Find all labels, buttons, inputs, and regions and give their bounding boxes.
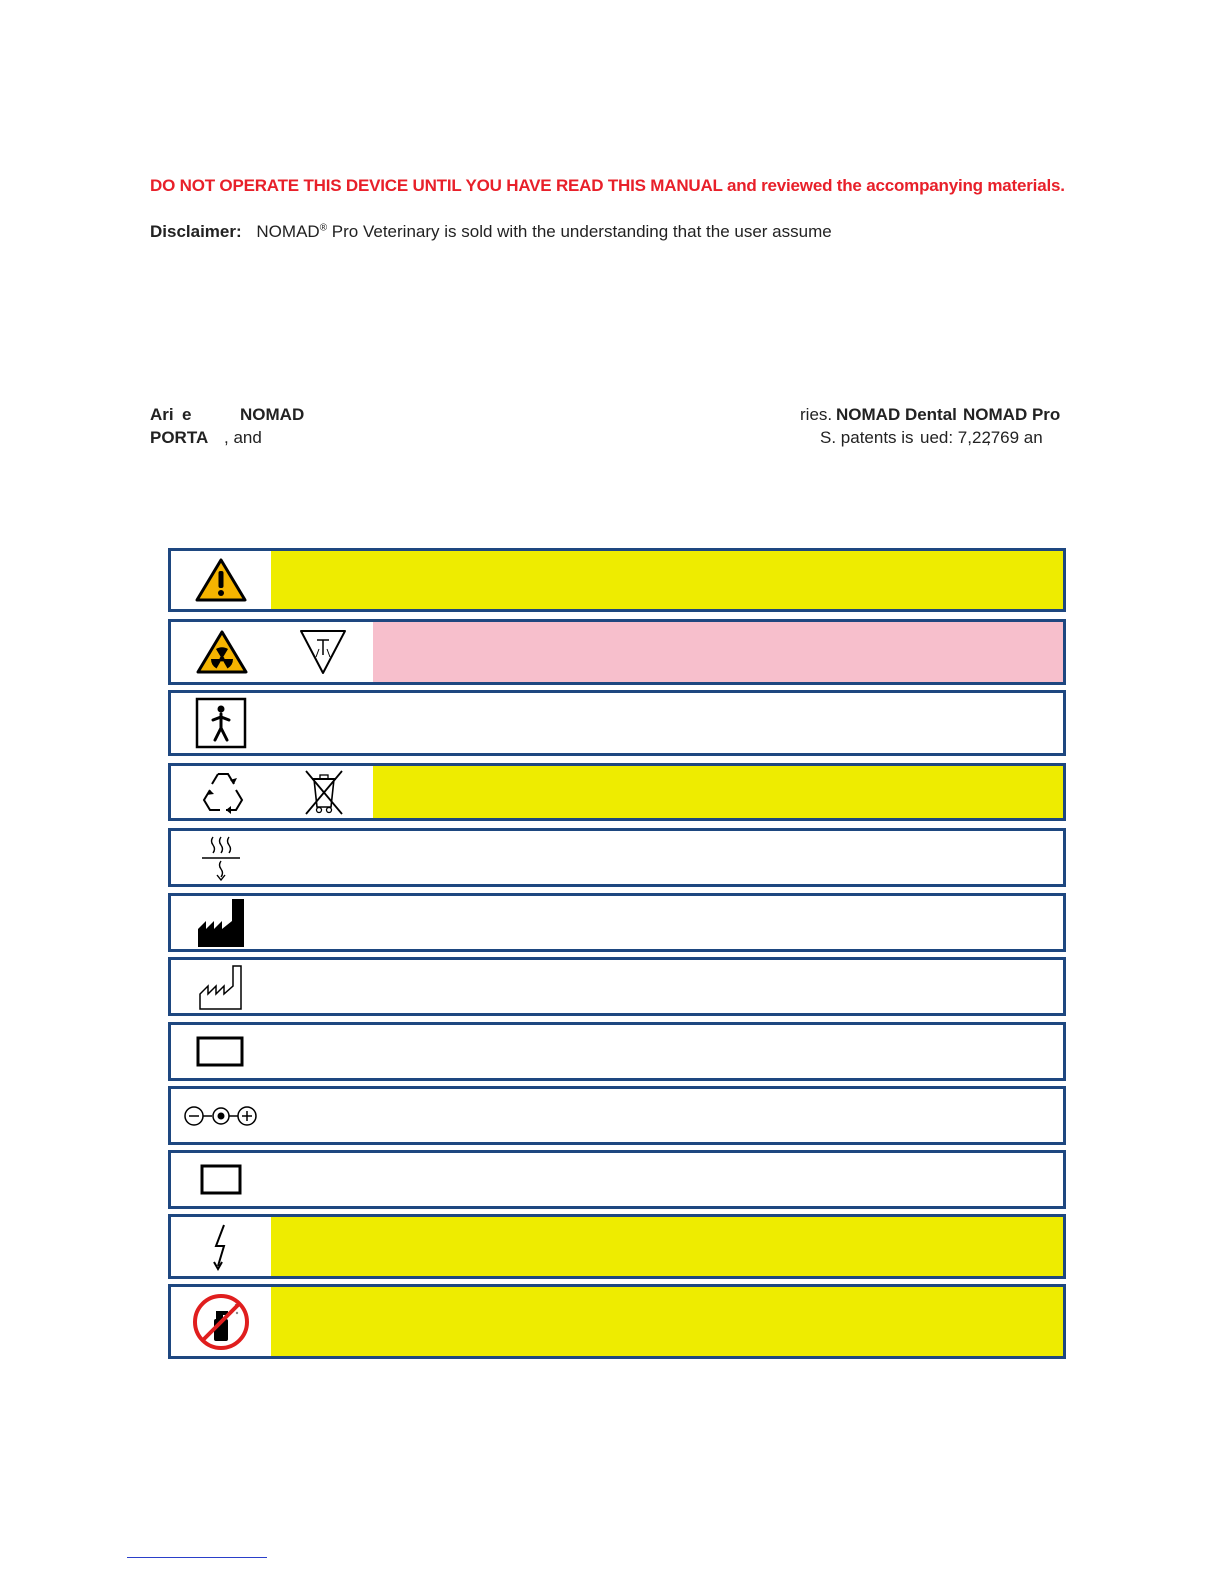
symbol-row-heat bbox=[168, 828, 1066, 887]
symbol-row-applied-part bbox=[168, 690, 1066, 756]
icon-cell bbox=[171, 693, 271, 753]
dc-polarity-icon bbox=[180, 1099, 262, 1133]
symbol-row-reference bbox=[168, 1150, 1066, 1209]
icon-cell bbox=[171, 896, 271, 949]
symbol-description bbox=[271, 693, 1063, 753]
trademark-fragment: NOMAD Pro bbox=[963, 405, 1061, 424]
icon-cell bbox=[171, 1287, 271, 1356]
trademark-fragment: PORTA bbox=[150, 428, 209, 447]
symbol-row-manufacturer bbox=[168, 893, 1066, 952]
symbol-description bbox=[271, 1287, 1063, 1356]
icon-cell bbox=[171, 551, 271, 609]
disclaimer-text: Pro Veterinary is sold with the understanding that the user assume bbox=[331, 222, 832, 241]
symbol-description bbox=[271, 1217, 1063, 1276]
symbol-description bbox=[271, 831, 1063, 884]
sn-box-icon bbox=[195, 1034, 247, 1070]
operation-warning: DO NOT OPERATE THIS DEVICE UNTIL YOU HAVE READ THIS MANUAL and reviewed the accompanying materials. bbox=[150, 176, 1065, 195]
disclaimer-label: Disclaimer: bbox=[150, 222, 242, 241]
disclaimer bbox=[150, 222, 832, 242]
ref-box-icon bbox=[196, 1162, 246, 1198]
trademark-fragment: ,769 an bbox=[986, 428, 1043, 447]
disclaimer-brand: NOMAD bbox=[256, 222, 320, 241]
symbol-row-no-spray bbox=[168, 1284, 1066, 1359]
trademark-fragment: S. patents is bbox=[820, 428, 914, 447]
symbol-description bbox=[373, 622, 1063, 682]
icon-cell bbox=[171, 1153, 271, 1206]
symbol-row-serial bbox=[168, 1022, 1066, 1081]
symbol-row-radiation bbox=[168, 619, 1066, 685]
trademark-fragment: Ari bbox=[150, 405, 174, 424]
x-ray-source-icon bbox=[297, 627, 349, 677]
icon-cell bbox=[171, 1217, 271, 1276]
trademark-fragment: NOMAD Dental bbox=[836, 405, 957, 424]
symbol-row-date-of-manufacture bbox=[168, 957, 1066, 1016]
symbol-description bbox=[271, 551, 1063, 609]
trademark-fragment: ued: 7,22 bbox=[920, 428, 991, 447]
symbol-description bbox=[271, 1089, 1063, 1142]
non-ionizing-radiation-icon bbox=[196, 833, 246, 883]
icon-cell bbox=[171, 1025, 271, 1078]
symbol-row-disposal bbox=[168, 763, 1066, 821]
icon-cell bbox=[171, 766, 373, 818]
trademark-fragment: ries. bbox=[800, 405, 833, 424]
symbol-description bbox=[271, 960, 1063, 1013]
symbol-description bbox=[373, 766, 1063, 818]
footer-link-underline[interactable] bbox=[127, 1557, 267, 1558]
weee-crossed-bin-icon bbox=[301, 767, 347, 817]
icon-cell bbox=[171, 1089, 271, 1142]
no-spray-icon bbox=[190, 1291, 252, 1353]
symbol-description bbox=[271, 1153, 1063, 1206]
radiation-icon bbox=[195, 629, 249, 675]
registered-mark: ® bbox=[319, 222, 328, 234]
recycle-icon bbox=[198, 768, 248, 816]
symbol-row-polarity bbox=[168, 1086, 1066, 1145]
symbol-description bbox=[271, 1025, 1063, 1078]
type-bf-applied-part-icon bbox=[194, 696, 248, 750]
trademark-fragment: , and bbox=[224, 428, 262, 447]
icon-cell bbox=[171, 622, 373, 682]
date-of-manufacture-icon bbox=[195, 962, 247, 1012]
icon-cell bbox=[171, 831, 271, 884]
symbol-row-high-voltage bbox=[168, 1214, 1066, 1279]
icon-cell bbox=[171, 960, 271, 1013]
symbol-row-warning bbox=[168, 548, 1066, 612]
trademark-fragment: NOMAD bbox=[240, 405, 305, 424]
manufacturer-icon bbox=[195, 897, 247, 949]
warning-triangle-icon bbox=[194, 557, 248, 603]
symbol-description bbox=[271, 896, 1063, 949]
trademark-fragment: e bbox=[182, 405, 192, 424]
high-voltage-icon bbox=[206, 1222, 236, 1272]
